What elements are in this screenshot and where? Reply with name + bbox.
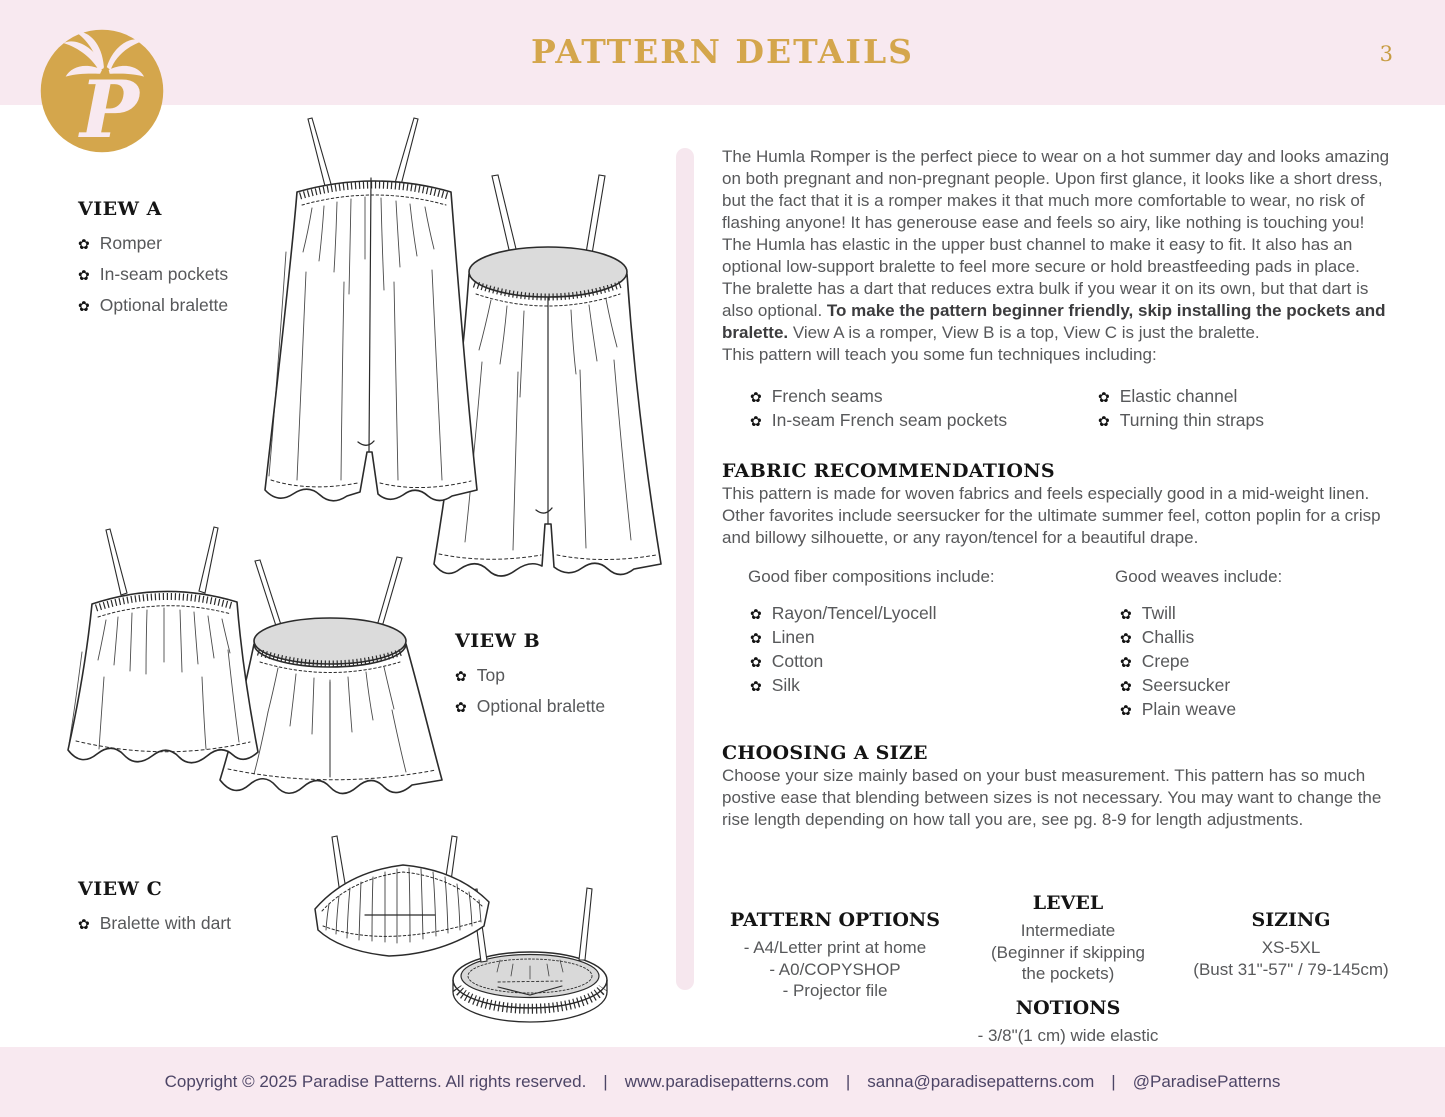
page-number: 3 [1379,42,1393,66]
flower-bullet-icon: ✿ [78,298,90,314]
view-a-label [78,198,228,317]
bralette-front-back-illustration [295,822,645,1042]
intro-text: The Humla Romper is the perfect piece to wear on a hot summer day and looks amazing on both pregnant and non-pregnant people. Upon first glance, it looks like a short dress, but the fact that it is a romper makes it that much more comfortable to wear, no risk of flashing anyone! It has generouse ease and feels so airy, like nothing is touching you! The Humla has elastic in the upper bust channel to make it easy to fit. It also has an optional low-support bralette to feel more secure or hold breastfeeding pads in place. The bralette has a dart that reduces extra bulk if you wear it on its own, but that dart is also optional. [722,147,1390,320]
fabric-paragraph: This pattern is made for woven fabrics and feels especially good in a mid-weight linen. Other favorites include seersucker for the ultimate summer feel, cotton poplin for a crisp and billowy silhouette, or any rayon/tencel for a beautiful drape. [722,484,1381,547]
list-item [1098,386,1390,408]
sizing-line: (Bust 31"-57" / 79-145cm) [1193,959,1389,979]
pattern-option: - Projector file [782,981,888,1000]
technique: In-seam French seam pockets [771,410,1008,430]
sizing-line: XS-5XL [1261,938,1321,957]
website-link[interactable]: www.paradisepatterns.com [624,1072,829,1091]
technique: Turning thin straps [1119,410,1265,430]
description-column [722,146,1390,831]
page-title: PATTERN DETAILS [531,32,914,71]
sizing-block [1158,908,1424,980]
technique: Elastic channel [1119,386,1238,406]
flower-bullet-icon: ✿ [455,699,467,715]
footer-separator: | [845,1072,851,1091]
list-item [750,627,1120,649]
sizing-heading: SIZING [1251,909,1331,931]
list-item [1120,675,1236,697]
copyright-text: Copyright © 2025 Paradise Patterns. All rights reserved. [164,1072,587,1091]
weave: Crepe [1141,651,1190,671]
top-front-back-illustration [52,522,452,822]
list-item [750,410,1098,432]
footer-separator: | [603,1072,608,1091]
view-b-label [455,630,605,718]
level-notions-block [946,891,1190,1046]
pattern-options-block [703,908,967,1002]
list-item [750,675,1120,697]
social-handle-link[interactable]: @ParadisePatterns [1132,1072,1281,1091]
flower-bullet-icon: ✿ [455,668,467,684]
flower-bullet-icon: ✿ [78,236,90,252]
intro-bold-text: To make the pattern beginner friendly, skip installing the pockets and bralette. [722,301,1386,342]
choosing-a-size-paragraph: Choose your size mainly based on your bust measurement. This pattern has so much postive ease that blending between sizes is not necessary. You may want to change the rise length depending on how tall you are, see pg. 8-9 for length adjustments. [722,766,1382,829]
view-a-item: Optional bralette [99,295,229,315]
flower-bullet-icon: ✿ [750,678,762,694]
weaves-heading: Good weaves include: [1115,567,1283,586]
view-a-title: VIEW A [78,198,162,220]
footer-separator: | [1111,1072,1116,1091]
list-item [455,665,605,687]
flower-bullet-icon: ✿ [750,389,762,405]
weave: Twill [1141,603,1176,623]
fiber: Linen [771,627,815,647]
list-item [1120,699,1236,721]
flower-bullet-icon: ✿ [1098,389,1110,405]
techniques-col1 [750,384,1098,432]
fiber-compositions-heading: Good fiber compositions include: [748,567,995,586]
list-item [78,295,228,317]
list-item [78,233,228,255]
technique: French seams [771,386,883,406]
fibers-list [750,601,1120,721]
view-c-title: VIEW C [78,878,163,900]
notion: - 3/8"(1 cm) wide elastic [977,1025,1159,1045]
weave: Challis [1141,627,1195,647]
pattern-options-heading: PATTERN OPTIONS [730,909,940,931]
list-item [1120,651,1236,673]
email-link[interactable]: sanna@paradisepatterns.com [867,1072,1095,1091]
column-divider [676,148,694,990]
list-item [750,386,1098,408]
view-c-item: Bralette with dart [99,913,232,933]
weave: Plain weave [1141,699,1237,719]
techniques-lead: This pattern will teach you some fun techniques including: [722,345,1157,364]
intro-paragraph [722,146,1390,344]
fiber: Cotton [771,651,824,671]
list-item [78,264,228,286]
view-b-item: Top [476,665,505,685]
fabric-lists [722,601,1390,721]
flower-bullet-icon: ✿ [750,606,762,622]
logo-monogram: P [79,62,140,156]
flower-bullet-icon: ✿ [1120,702,1132,718]
list-item [1098,410,1390,432]
view-a-item: In-seam pockets [99,264,229,284]
level-line: the pockets) [1021,964,1115,983]
list-item [1120,603,1236,625]
flower-bullet-icon: ✿ [750,654,762,670]
flower-bullet-icon: ✿ [1120,630,1132,646]
choosing-a-size-heading: CHOOSING A SIZE [722,742,928,764]
pattern-option: - A0/COPYSHOP [769,959,901,979]
view-b-title: VIEW B [455,630,541,652]
techniques-col2 [1098,384,1390,432]
level-line: Intermediate [1020,921,1116,940]
fabric-recommendations-heading: FABRIC RECOMMENDATIONS [722,460,1055,482]
flower-bullet-icon: ✿ [1120,606,1132,622]
fiber: Rayon/Tencel/Lyocell [771,603,937,623]
flower-bullet-icon: ✿ [1120,654,1132,670]
pattern-option: - A4/Letter print at home [743,938,927,957]
list-item [1120,627,1236,649]
notions-heading: NOTIONS [1015,996,1121,1019]
list-item [78,913,231,935]
intro-text: View A is a romper, View B is a top, View C is just the bralette. [788,323,1260,342]
view-b-item: Optional bralette [476,696,606,716]
flower-bullet-icon: ✿ [78,916,90,932]
list-item [455,696,605,718]
flower-bullet-icon: ✿ [750,630,762,646]
flower-bullet-icon: ✿ [78,267,90,283]
weaves-list [1120,601,1236,721]
footer [0,1047,1445,1117]
weave: Seersucker [1141,675,1231,695]
flower-bullet-icon: ✿ [750,413,762,429]
techniques-list [722,384,1390,432]
level-heading: LEVEL [1032,892,1104,914]
list-item [750,651,1120,673]
fabric-subheadings [722,566,1390,588]
list-item [750,603,1120,625]
flower-bullet-icon: ✿ [1120,678,1132,694]
flower-bullet-icon: ✿ [1098,413,1110,429]
view-a-item: Romper [99,233,162,253]
level-line: (Beginner if skipping [990,942,1146,962]
fiber: Silk [771,675,800,695]
view-c-label [78,878,231,935]
paradise-patterns-logo [35,24,169,158]
